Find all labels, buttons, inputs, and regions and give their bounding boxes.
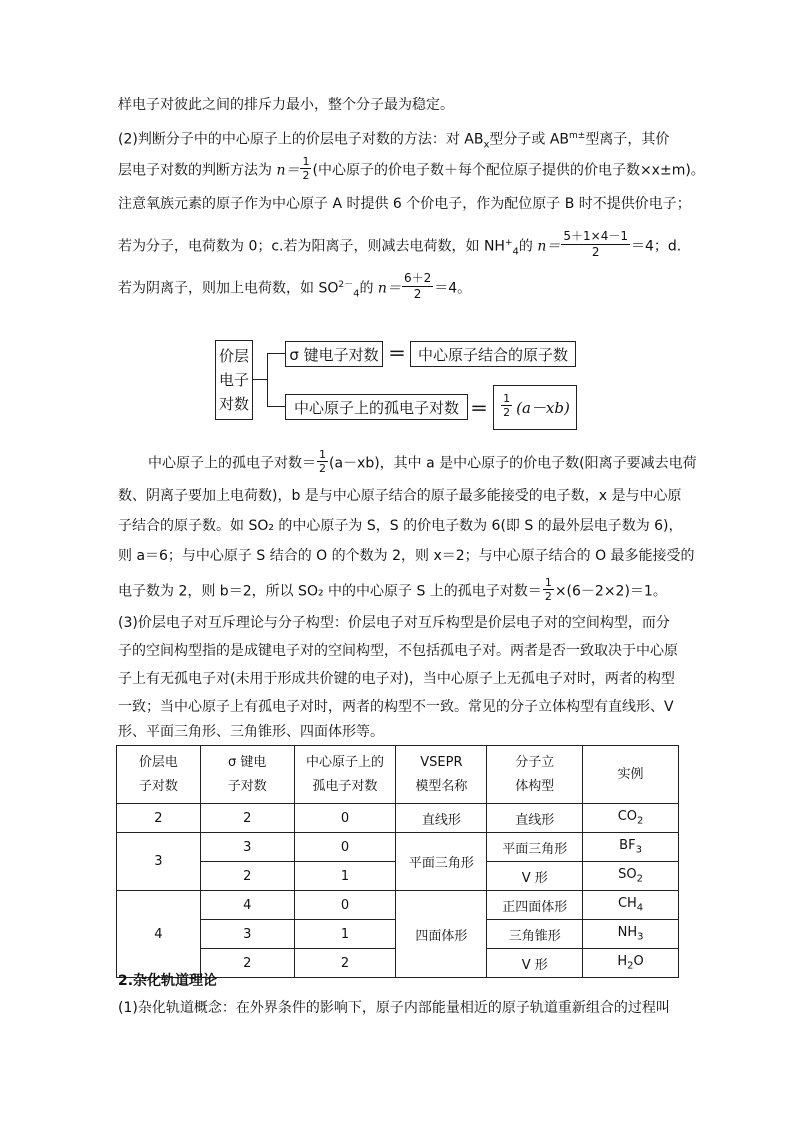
table-cell: 四面体形 xyxy=(396,891,487,978)
connector-line xyxy=(252,379,267,380)
fraction: $\frac{6+2}{2}$ xyxy=(403,271,432,301)
table-header: VSEPR 模型名称 xyxy=(396,746,487,804)
table-header: 分子立 体构型 xyxy=(487,746,583,804)
table-row xyxy=(117,891,679,920)
text-line: 子结合的原子数。如 SO₂ 的中心原子为 S，S 的价电子数为 6(即 S 的最外层电子数为 6)， xyxy=(118,518,683,534)
sigma-result-box: 中心原子结合的原子数 xyxy=(410,341,576,367)
table-cell: 直线形 xyxy=(487,804,583,833)
table-row xyxy=(117,833,679,862)
table-header-row xyxy=(117,746,679,804)
text-line: 中心原子上的孤电子对数＝ $\frac{1}{2}$ (a－xb)，其中 a 是中心原子的价电子数(阳离子要减去电荷 xyxy=(148,448,697,475)
table-cell: 4 xyxy=(117,891,201,978)
connector-line xyxy=(267,353,268,406)
table-cell: $SO_2$ xyxy=(583,862,679,891)
fraction: $\frac{1}{2}$ xyxy=(544,576,552,603)
table-cell: 平面三角形 xyxy=(396,833,487,891)
table-cell: V 形 xyxy=(487,862,583,891)
sigma-box: σ 键电子对数 xyxy=(285,341,383,367)
table-cell: 正四面体形 xyxy=(487,891,583,920)
table-cell: $NH_3$ xyxy=(583,920,679,949)
fraction: $\frac{5+1\times 4-1}{2}$ xyxy=(563,229,628,259)
table-cell: $CH_4$ xyxy=(583,891,679,920)
connector-line xyxy=(267,406,285,407)
table-cell: 1 xyxy=(294,862,396,891)
table-cell: 2 xyxy=(200,862,294,891)
table-cell: 2 xyxy=(294,949,396,978)
table-cell: 平面三角形 xyxy=(487,833,583,862)
text-line: 则 a＝6；与中心原子 S 结合的 O 的个数为 2，则 x＝2；与中心原子结合的 O 最多能接受的 xyxy=(118,548,695,564)
table-cell: 2 xyxy=(200,949,294,978)
table-cell: V 形 xyxy=(487,949,583,978)
table-header: 中心原子上的 孤电子对数 xyxy=(294,746,396,804)
table-cell: 3 xyxy=(200,833,294,862)
vsepr-table xyxy=(116,745,679,978)
text-line: 子上有无孤电子对(未用于形成共价键的电子对)，当中心原子上无孤电子对时，两者的构型 xyxy=(118,671,675,687)
lone-pair-formula-box: $\frac{1}{2}$ (a－xb) xyxy=(493,385,577,430)
text-line: 若为阴离子，则加上电荷数，如 $SO^{2-}_4$的 n＝ $\frac{6+2}{2}$ ＝4。 xyxy=(118,271,472,301)
text-line: (2)判断分子中的中心原子上的价层电子对数的方法：对 $AB_x$型分子或 $AB^{m\pm}$型离子，其价 xyxy=(118,131,670,151)
text-line: 形、平面三角形、三角锥形、四面体形等。 xyxy=(118,724,384,740)
table-cell: 直线形 xyxy=(396,804,487,833)
table-cell: 0 xyxy=(294,804,396,833)
table-cell: 4 xyxy=(200,891,294,920)
text-line: 层电子对数的判断方法为 n＝ $\frac{1}{2}$ (中心原子的价电子数＋每个配位原子提供的价电子数×x±m)。 xyxy=(118,155,705,182)
table-cell: $CO_2$ xyxy=(583,804,679,833)
text-line: 若为分子，电荷数为 0；c.若为阳离子，则减去电荷数，如 $NH^+_4$的 n＝ $\frac{5+1\times 4-1}{2}$ ＝4；d. xyxy=(118,229,682,259)
table-row xyxy=(117,804,679,833)
lone-pair-box: 中心原子上的孤电子对数 xyxy=(285,394,468,420)
table-cell: 3 xyxy=(200,920,294,949)
table-cell: 三角锥形 xyxy=(487,920,583,949)
table-cell: $BF_3$ xyxy=(583,833,679,862)
connector-line xyxy=(267,353,285,354)
table-cell: 0 xyxy=(294,833,396,862)
equals-sign: ＝ xyxy=(470,399,488,420)
table-cell: 1 xyxy=(294,920,396,949)
table-cell: 0 xyxy=(294,891,396,920)
diagram-root-box: 价层 电子 对数 xyxy=(215,340,253,420)
text-line: 数、阴离子要加上电荷数)，b 是与中心原子结合的原子最多能接受的电子数，x 是与中心原 xyxy=(118,488,682,504)
equals-sign: ＝ xyxy=(388,344,406,365)
table-cell: 2 xyxy=(117,804,201,833)
table-header: σ 键电 子对数 xyxy=(200,746,294,804)
text-line: 子的空间构型指的是成键电子对的空间构型，不包括孤电子对。两者是否一致取决于中心原 xyxy=(118,643,678,659)
text-line: 一致；当中心原子上有孤电子对时，两者的构型不一致。常见的分子立体构型有直线形、V xyxy=(118,699,674,715)
text-line: 注意氧族元素的原子作为中心原子 A 时提供 6 个价电子，作为配位原子 B 时不提供价电子； xyxy=(118,196,691,212)
table-cell: $H_2O$ xyxy=(583,949,679,978)
table-cell: 3 xyxy=(117,833,201,891)
fraction: $\frac{1}{2}$ xyxy=(302,155,310,182)
table-cell: 2 xyxy=(200,804,294,833)
section-heading: 2.杂化轨道理论 xyxy=(118,973,218,989)
table-header: 实例 xyxy=(583,746,679,804)
table-header: 价层电 子对数 xyxy=(117,746,201,804)
fraction: $\frac{1}{2}$ xyxy=(319,448,326,475)
text-line: (1)杂化轨道概念：在外界条件的影响下，原子内部能量相近的原子轨道重新组合的过程叫 xyxy=(118,1000,670,1016)
text-line: (3)价层电子对互斥理论与分子构型：价层电子对互斥构型是价层电子对的空间构型，而分 xyxy=(118,615,670,631)
text-line: 电子数为 2，则 b＝2，所以 SO₂ 中的中心原子 S 上的孤电子对数＝ $\frac{1}{2}$ ×(6－2×2)＝1。 xyxy=(118,576,667,603)
text-line: 样电子对彼此之间的排斥力最小，整个分子最为稳定。 xyxy=(118,97,454,113)
